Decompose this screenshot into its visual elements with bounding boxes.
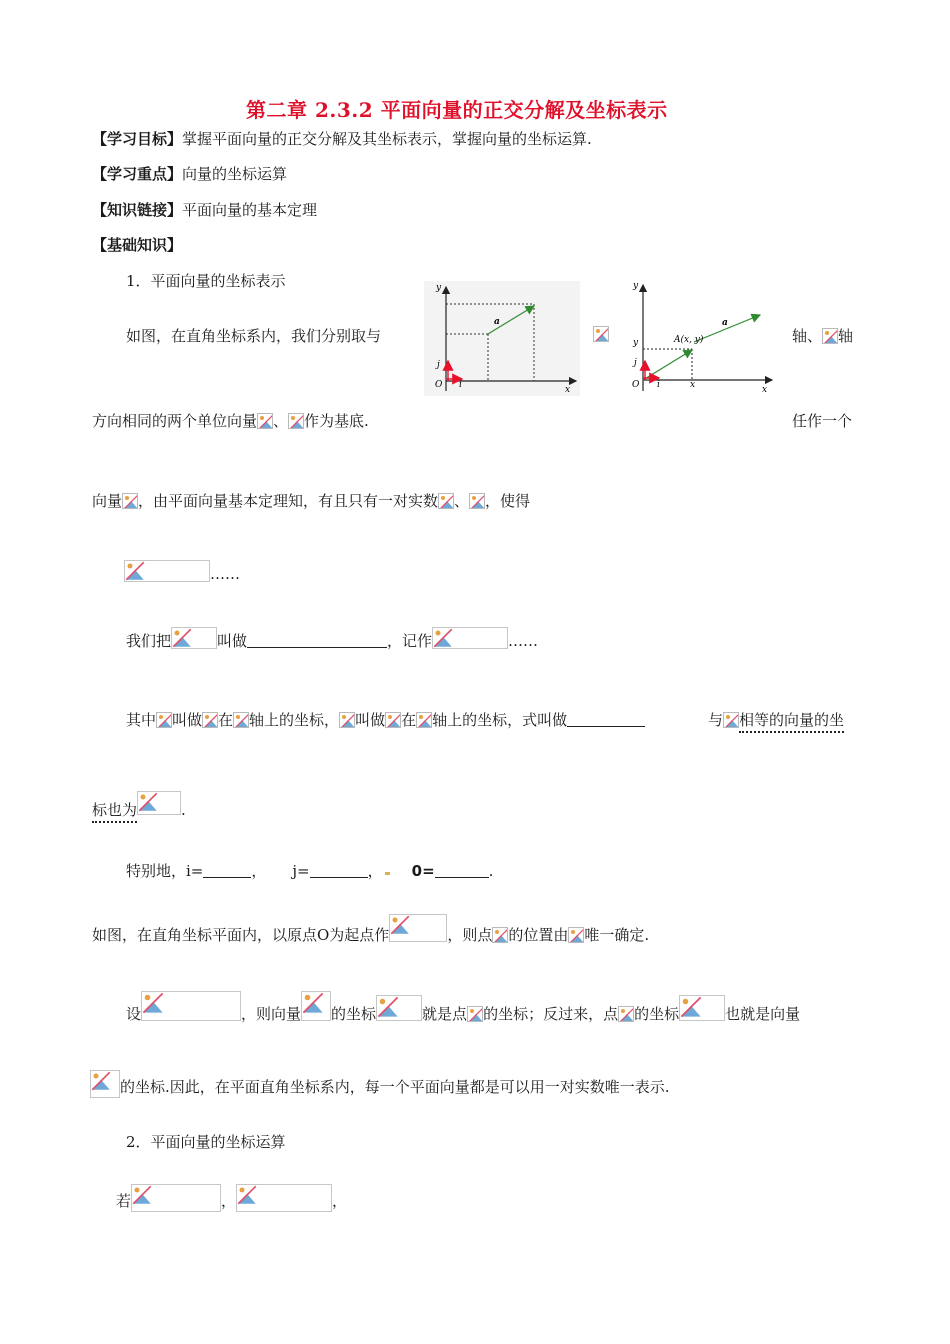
axis-text: 轴 <box>838 327 854 345</box>
j-label: j <box>634 358 637 368</box>
text-span: 叫做 <box>172 711 203 729</box>
text-span: 也就是向量 <box>725 1005 801 1023</box>
answer-blank[interactable] <box>310 877 368 878</box>
image-placeholder-icon <box>469 493 485 509</box>
text-span: 在 <box>401 711 417 729</box>
text-span: ， <box>367 862 383 880</box>
text-span: 就是点 <box>422 1005 468 1023</box>
text-span: 与 <box>708 711 724 729</box>
text-span: 设 <box>126 1005 142 1023</box>
formula-image-icon <box>301 991 331 1021</box>
formula-image-icon <box>389 914 447 942</box>
para1-line3 <box>92 491 530 511</box>
text-span: ，则点 <box>447 926 493 944</box>
answer-blank[interactable] <box>247 647 387 648</box>
text-span: . <box>181 801 186 819</box>
text-span: ，由平面向量基本定理知，有且只有一对实数 <box>138 492 439 510</box>
learning-goal-line <box>92 129 592 149</box>
answer-blank[interactable] <box>435 877 489 878</box>
text-span: …… <box>210 565 240 583</box>
figure-2 <box>624 279 776 397</box>
answer-blank[interactable] <box>203 877 251 878</box>
basic-label: 【基础知识】 <box>92 236 183 254</box>
emphasis-text: 相等的向量的坐 <box>739 711 844 733</box>
image-placeholder-icon <box>257 413 273 429</box>
para1-line2-right: 任作一个 <box>792 412 853 430</box>
image-placeholder-icon <box>156 712 172 728</box>
text-span: 作为基底. <box>304 412 369 430</box>
small-mark <box>385 872 390 875</box>
i-label: i <box>459 380 462 390</box>
text-span: 轴上的坐标，式叫做 <box>432 711 568 729</box>
formula-image-icon <box>171 627 217 649</box>
text-span: 在 <box>218 711 234 729</box>
text-span: 的坐标 <box>634 1005 680 1023</box>
text-span: 如图，在直角坐标平面内，以原点O为起点作 <box>92 926 390 944</box>
x-tick-label: x <box>690 380 696 390</box>
x-axis-label: x <box>762 385 768 395</box>
image-placeholder-icon <box>233 712 249 728</box>
answer-blank[interactable] <box>567 726 645 727</box>
para1-line6-right <box>708 710 844 730</box>
para1-line4 <box>124 560 240 584</box>
focus-label: 【学习重点】 <box>92 165 183 183</box>
text-span: . <box>488 862 494 880</box>
i-label: i <box>657 380 660 390</box>
y-axis-label: y <box>633 281 639 291</box>
image-placeholder-icon <box>385 712 401 728</box>
para1-line5 <box>126 627 538 651</box>
formula-image-icon <box>376 995 422 1021</box>
figure-1 <box>424 281 580 396</box>
formula-image-icon <box>124 560 210 582</box>
text-span: 其中 <box>126 711 157 729</box>
text-span: 特别地，i= <box>126 862 204 880</box>
text-span: 、 <box>454 492 470 510</box>
image-placeholder-icon <box>492 927 508 943</box>
a-label: a <box>722 318 728 328</box>
para1-line1-axis <box>792 326 853 346</box>
image-placeholder-icon <box>288 413 304 429</box>
text-span: 我们把 <box>126 632 172 650</box>
origin-label: O <box>632 380 640 390</box>
j-label: j <box>437 360 440 370</box>
image-placeholder-icon <box>438 493 454 509</box>
para2-line1 <box>116 1184 347 1212</box>
point-a-label: A(x, y) <box>674 335 704 345</box>
image-placeholder-icon <box>339 712 355 728</box>
text-span: 的坐标.因此，在平面直角坐标系内，每一个平面向量都是可以用一对实数唯一表示. <box>120 1078 670 1096</box>
text-span: ，则向量 <box>241 1005 302 1023</box>
para2-heading: 2．平面向量的坐标运算 <box>126 1133 286 1151</box>
text-span: 的坐标；反过来，点 <box>483 1005 619 1023</box>
image-placeholder-icon <box>618 1006 634 1022</box>
text-span: 叫做 <box>217 632 248 650</box>
text-span: ，记作 <box>387 632 433 650</box>
para1-line1: 如图，在直角坐标系内，我们分别取与 <box>126 327 382 345</box>
text-span: 的位置由 <box>508 926 569 944</box>
axis-text: 轴、 <box>792 327 823 345</box>
formula-image-icon <box>432 627 508 649</box>
text-span: 若 <box>116 1192 132 1210</box>
para1-heading: 1．平面向量的坐标表示 <box>126 272 286 290</box>
text-span: ， <box>221 1192 237 1210</box>
formula-image-icon <box>137 791 181 815</box>
text-span: 的坐标 <box>331 1005 377 1023</box>
text-span: …… <box>508 632 539 650</box>
page-title: 第二章 2.3.2 平面向量的正交分解及坐标表示 <box>246 98 668 122</box>
text-span: 向量 <box>92 492 123 510</box>
emphasis-text: 标也为 <box>92 801 137 823</box>
goal-text: 掌握平面向量的正交分解及其坐标表示，掌握向量的坐标运算. <box>182 130 592 148</box>
image-placeholder-icon <box>467 1006 483 1022</box>
para1-line6 <box>126 710 645 730</box>
text-span: 轴上的坐标， <box>249 711 340 729</box>
image-placeholder-icon <box>822 328 838 344</box>
formula-image-icon <box>679 995 725 1021</box>
text-span: ，使得 <box>485 492 531 510</box>
text-span: 0= <box>411 862 435 880</box>
image-placeholder-icon <box>122 493 138 509</box>
text-span: 叫做 <box>355 711 386 729</box>
text-span: 唯一确定. <box>584 926 650 944</box>
text-span: j= <box>292 862 310 880</box>
focus-text: 向量的坐标运算 <box>182 165 288 183</box>
formula-image-icon <box>90 1070 120 1098</box>
formula-image-icon <box>236 1184 332 1212</box>
goal-label: 【学习目标】 <box>92 130 183 148</box>
image-placeholder-icon <box>568 927 584 943</box>
origin-label: O <box>435 380 443 390</box>
para1-line11 <box>90 1070 670 1098</box>
image-placeholder-icon <box>416 712 432 728</box>
formula-image-icon <box>141 991 241 1021</box>
para1-line2 <box>92 411 369 431</box>
focus-line <box>92 164 287 184</box>
text-span: 方向相同的两个单位向量 <box>92 412 258 430</box>
a-label: a <box>494 317 500 327</box>
para1-line10 <box>126 991 800 1024</box>
para1-line9 <box>92 914 649 945</box>
text-span: ， <box>251 862 267 880</box>
link-line <box>92 200 317 220</box>
image-placeholder-icon <box>202 712 218 728</box>
formula-image-icon <box>131 1184 221 1212</box>
link-text: 平面向量的基本定理 <box>182 201 318 219</box>
para1-line8 <box>126 861 493 881</box>
text-span: ， <box>332 1192 348 1210</box>
image-placeholder-icon <box>723 712 739 728</box>
y-axis-label: y <box>436 283 442 293</box>
text-span: 、 <box>273 412 289 430</box>
link-label: 【知识链接】 <box>92 201 183 219</box>
x-axis-label: x <box>565 385 571 395</box>
y-tick-label: y <box>633 338 639 348</box>
image-placeholder-icon <box>593 326 609 342</box>
vector-oa <box>643 350 692 380</box>
para1-line7 <box>92 791 186 820</box>
